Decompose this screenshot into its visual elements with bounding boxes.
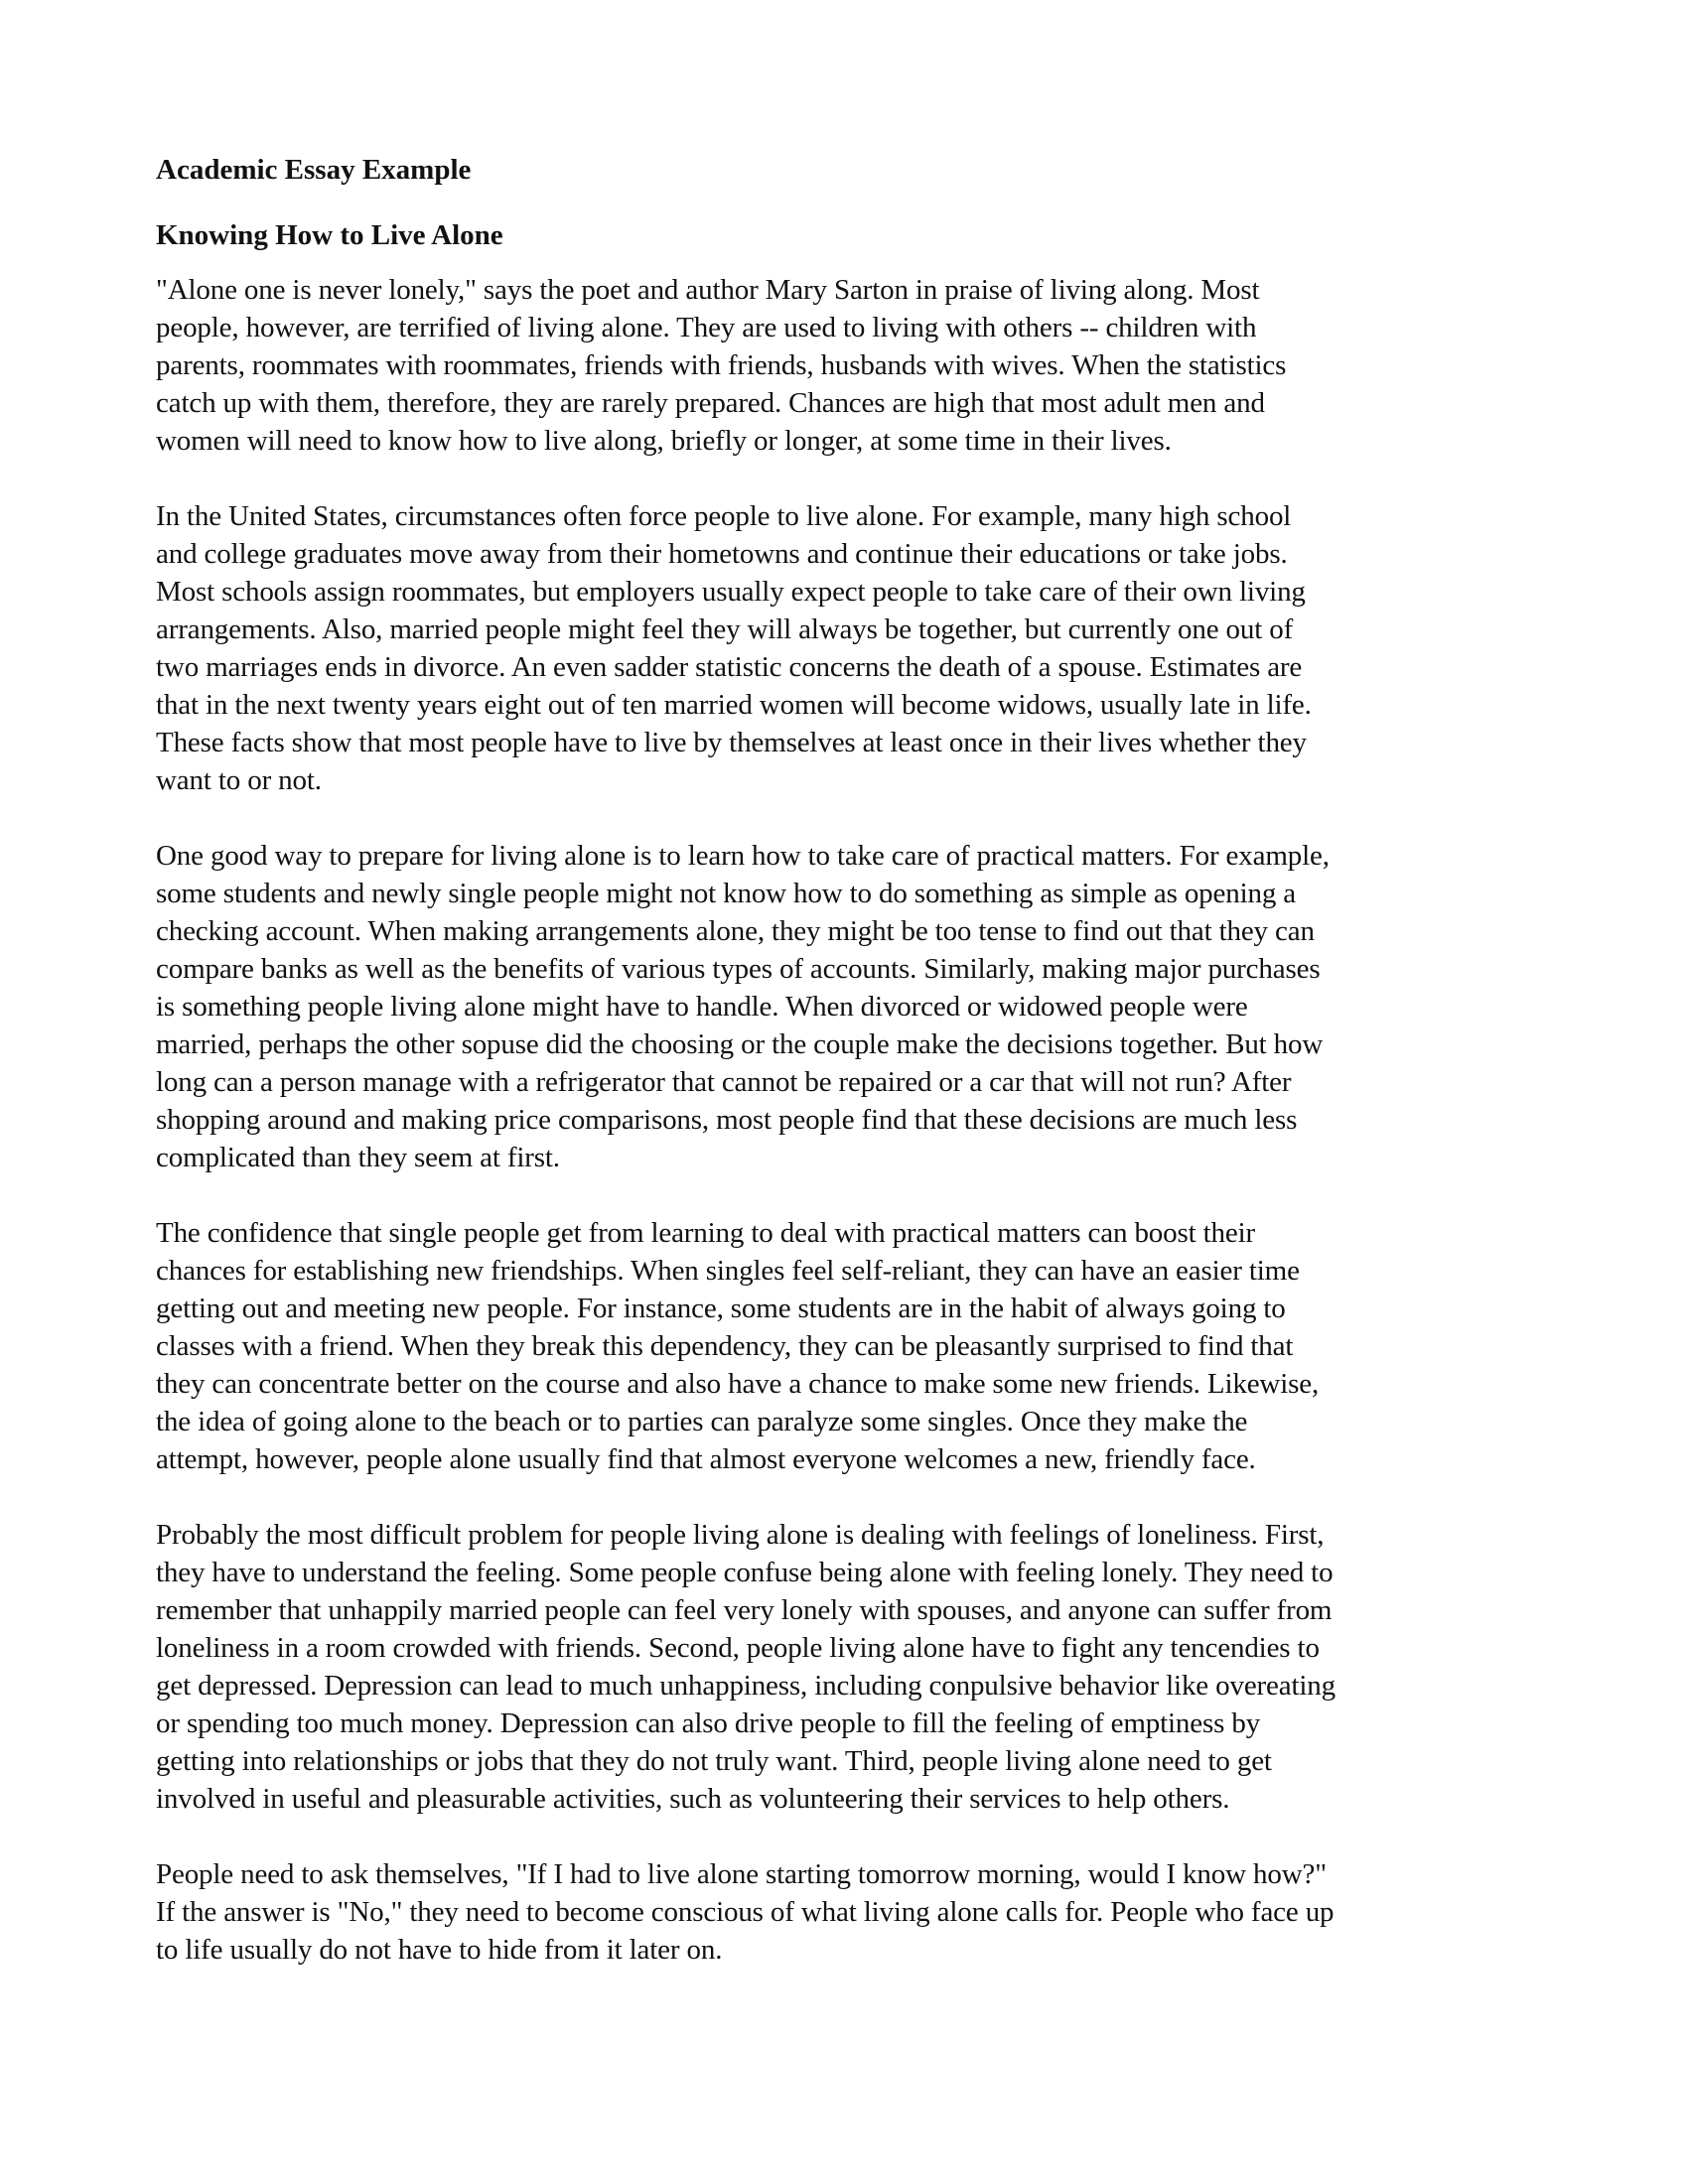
text-line: two marriages ends in divorce. An even sadder statistic concerns the death of a spouse. Estimates are [156,651,1303,683]
text-line: catch up with them, therefore, they are rarely prepared. Chances are high that most adult men and [156,387,1265,419]
paragraph [156,1214,1546,1478]
text-line: long can a person manage with a refrigerator that cannot be repaired or a car that will not run? After [156,1066,1292,1098]
text-line: they can concentrate better on the course and also have a chance to make some new friends. Likewise, [156,1368,1320,1400]
text-line: loneliness in a room crowded with friends. Second, people living alone have to fight any tencendies to [156,1632,1320,1664]
text-line: Most schools assign roommates, but employers usually expect people to take care of their own living [156,576,1306,608]
paragraph [156,271,1546,460]
essay-title: Knowing How to Live Alone [156,219,503,251]
text-line: chances for establishing new friendships. When singles feel self-reliant, they can have an easier time [156,1255,1300,1287]
text-line: shopping around and making price comparisons, most people find that these decisions are much less [156,1104,1298,1136]
text-line: and college graduates move away from their hometowns and continue their educations or take jobs. [156,538,1288,570]
text-line: that in the next twenty years eight out of ten married women will become widows, usually late in life. [156,689,1312,721]
text-line: some students and newly single people might not know how to do something as simple as opening a [156,878,1297,909]
text-line: These facts show that most people have to live by themselves at least once in their lives whether they [156,727,1307,758]
text-line: complicated than they seem at first. [156,1142,560,1173]
text-line: attempt, however, people alone usually find that almost everyone welcomes a new, friendly face. [156,1443,1256,1475]
text-line: checking account. When making arrangements alone, they might be too tense to find out that they can [156,915,1315,947]
text-line: is something people living alone might have to handle. When divorced or widowed people were [156,991,1248,1023]
text-line: people, however, are terrified of living alone. They are used to living with others -- children with [156,312,1257,343]
text-line: married, perhaps the other sopuse did the choosing or the couple make the decisions together. But how [156,1028,1324,1060]
text-line: get depressed. Depression can lead to much unhappiness, including conpulsive behavior like overeating [156,1670,1336,1702]
text-line: "Alone one is never lonely," says the poet and author Mary Sarton in praise of living along. Most [156,274,1260,306]
text-line: compare banks as well as the benefits of various types of accounts. Similarly, making major purchases [156,953,1321,985]
paragraph [156,497,1546,799]
essay-body [156,151,1546,2006]
paragraph-list [156,271,1546,1969]
text-line: People need to ask themselves, "If I had to live alone starting tomorrow morning, would I know how?" [156,1858,1327,1890]
paragraph [156,1855,1546,1969]
text-line: remember that unhappily married people can feel very lonely with spouses, and anyone can suffer from [156,1594,1333,1626]
text-line: they have to understand the feeling. Some people confuse being alone with feeling lonely. They need to [156,1557,1334,1588]
document-title: Academic Essay Example [156,154,472,186]
text-line: getting out and meeting new people. For instance, some students are in the habit of always going to [156,1293,1286,1324]
text-line: In the United States, circumstances often force people to live alone. For example, many high school [156,500,1292,532]
text-line: or spending too much money. Depression can also drive people to fill the feeling of emptiness by [156,1707,1261,1739]
text-line: the idea of going alone to the beach or to parties can paralyze some singles. Once they make the [156,1406,1248,1437]
paragraph [156,837,1546,1176]
paragraph [156,1516,1546,1818]
text-line: getting into relationships or jobs that they do not truly want. Third, people living alone need to get [156,1745,1272,1777]
text-line: The confidence that single people get from learning to deal with practical matters can boost their [156,1217,1256,1249]
text-line: want to or not. [156,764,322,796]
text-line: to life usually do not have to hide from it later on. [156,1934,723,1966]
text-line: One good way to prepare for living alone is to learn how to take care of practical matters. For example, [156,840,1330,872]
text-line: women will need to know how to live along, briefly or longer, at some time in their lives. [156,425,1172,457]
text-line: arrangements. Also, married people might feel they will always be together, but currently one out of [156,614,1294,645]
text-line: parents, roommates with roommates, friends with friends, husbands with wives. When the statistics [156,349,1287,381]
text-line: Probably the most difficult problem for people living alone is dealing with feelings of loneliness. First, [156,1519,1325,1551]
text-line: involved in useful and pleasurable activities, such as volunteering their services to help others. [156,1783,1230,1815]
text-line: If the answer is "No," they need to become conscious of what living alone calls for. People who face up [156,1896,1335,1928]
text-line: classes with a friend. When they break this dependency, they can be pleasantly surprised to find that [156,1330,1294,1362]
